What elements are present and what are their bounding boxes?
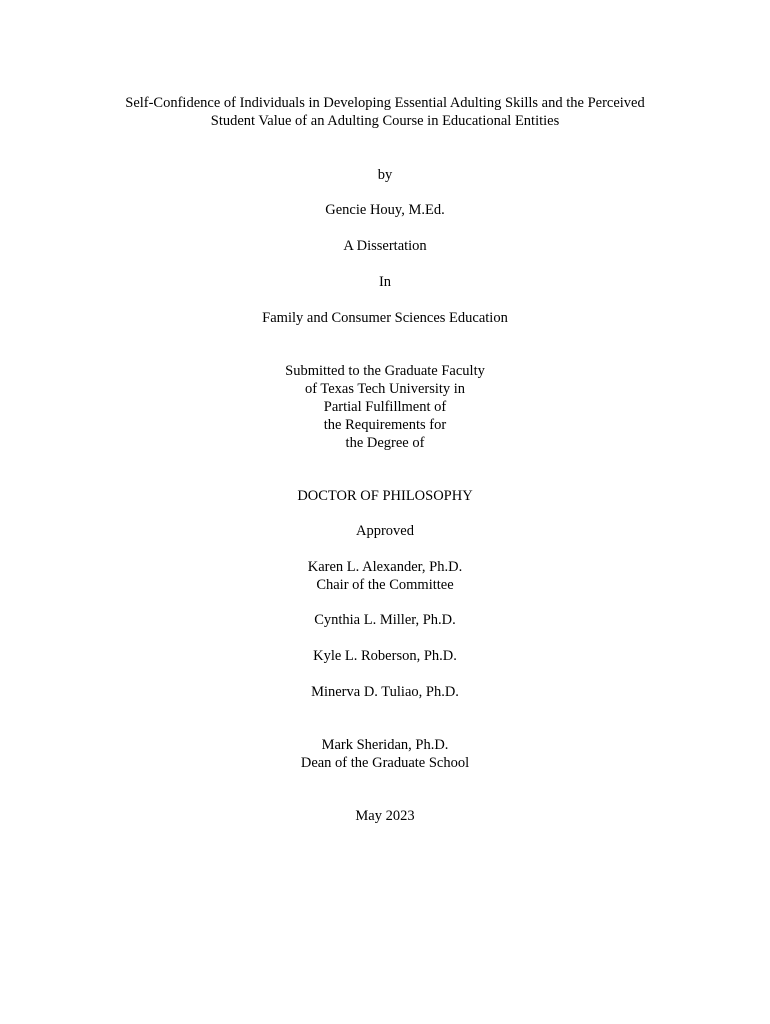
by-label: by [377, 167, 393, 183]
author-name: Gencie Houy, M.Ed. [325, 202, 445, 218]
dean-name: Mark Sheridan, Ph.D. [321, 737, 449, 753]
title-line-1: Self-Confidence of Individuals in Developing Essential Adulting Skills and the Perceived [125, 95, 645, 111]
submission-line: the Degree of [345, 435, 425, 451]
approved-label: Approved [356, 523, 414, 539]
title-line-2: Student Value of an Adulting Course in Educational Entities [210, 113, 560, 129]
field-of-study: Family and Consumer Sciences Education [262, 310, 508, 326]
committee-chair-role: Chair of the Committee [316, 577, 454, 593]
submission-date: May 2023 [355, 808, 415, 824]
submission-line: Partial Fulfillment of [323, 399, 447, 415]
committee-member: Kyle L. Roberson, Ph.D. [313, 648, 457, 664]
submission-line: of Texas Tech University in [304, 381, 466, 397]
committee-member: Cynthia L. Miller, Ph.D. [314, 612, 456, 628]
submission-line: the Requirements for [323, 417, 447, 433]
document-type: A Dissertation [343, 238, 427, 254]
committee-member: Minerva D. Tuliao, Ph.D. [311, 684, 459, 700]
degree-name: DOCTOR OF PHILOSOPHY [297, 488, 473, 504]
in-label: In [378, 274, 392, 290]
committee-chair-name: Karen L. Alexander, Ph.D. [307, 559, 463, 575]
submission-line: Submitted to the Graduate Faculty [285, 363, 485, 379]
dean-role: Dean of the Graduate School [300, 755, 470, 771]
